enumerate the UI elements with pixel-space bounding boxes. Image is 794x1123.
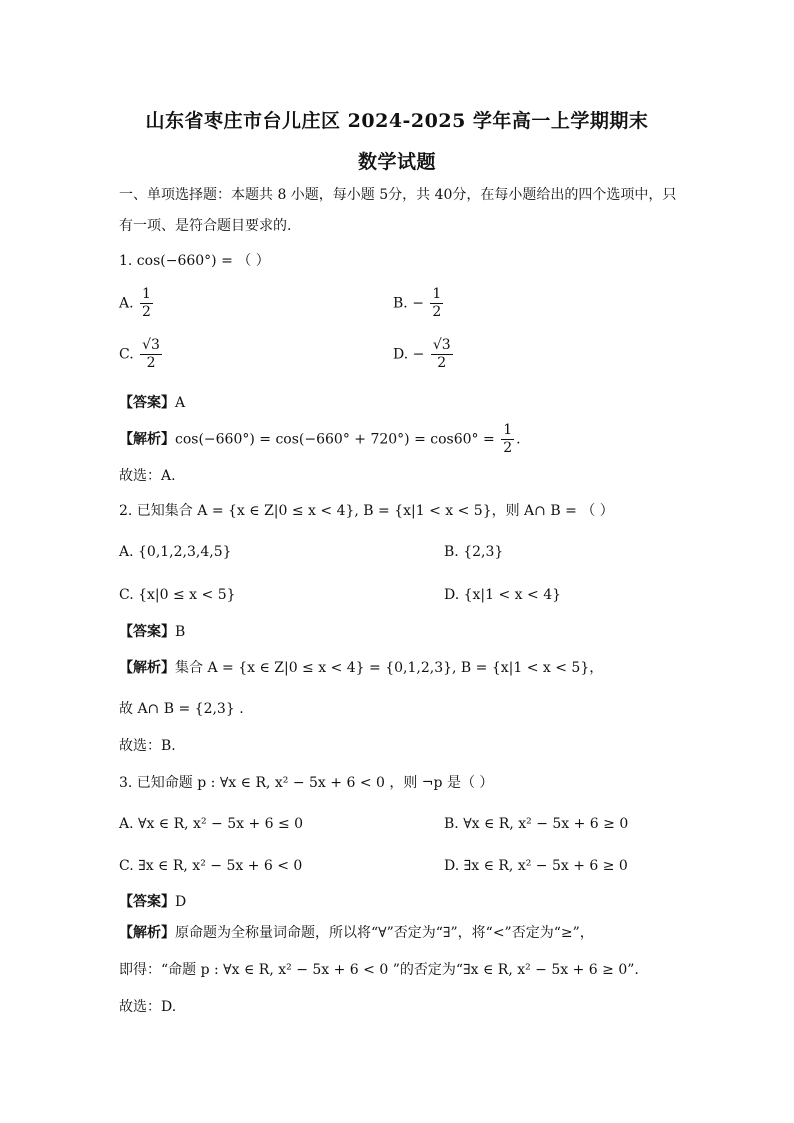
answer-tag: 【答案】: [119, 395, 175, 411]
answer-value: B: [175, 624, 186, 640]
fraction: [430, 286, 443, 321]
q2-conclusion: 故选：B.: [119, 738, 176, 754]
section-instructions-line1: 一、单项选择题：本题共 8 小题，每小题 5分，共 40分，在每小题给出的四个选项中，只: [119, 187, 677, 203]
q1-conclusion: 故选：A.: [119, 468, 176, 484]
q3-option-d: D. ∃x ∈ R, x² − 5x + 6 ≥ 0: [444, 858, 628, 874]
fraction: [431, 337, 453, 372]
q3-answer: [119, 893, 186, 911]
denominator: 2: [146, 355, 156, 371]
document-title: 山东省枣庄市台儿庄区 2024-2025 学年高一上学期期末: [145, 110, 649, 132]
denominator: 2: [437, 355, 447, 371]
q2-option-c: C. {x|0 ≤ x < 5}: [119, 587, 236, 603]
answer-tag: 【答案】: [119, 624, 175, 640]
q1-option-a: [119, 286, 155, 321]
q1-stem: 1. cos(−660°) = （ ）: [119, 253, 270, 269]
fraction: [501, 422, 514, 457]
analysis-text: 原命题为全称量词命题，所以将“∀”否定为“∃”，将“<”否定为“≥”，: [175, 925, 594, 941]
option-label: C.: [119, 346, 134, 363]
analysis-tag: 【解析】: [119, 660, 175, 676]
q3-option-a: A. ∀x ∈ R, x² − 5x + 6 ≤ 0: [119, 816, 304, 832]
q3-analysis-line2: 即得：“命题 p : ∀x ∈ R, x² − 5x + 6 < 0 ”的否定为“∃x ∈ R, x² − 5x + 6 ≥ 0”.: [119, 962, 639, 978]
q2-analysis: [119, 659, 603, 677]
q3-option-c: C. ∃x ∈ R, x² − 5x + 6 < 0: [119, 858, 303, 874]
document-subtitle: 数学试题: [357, 151, 436, 173]
minus-sign: −: [412, 295, 424, 312]
q3-conclusion: 故选：D.: [119, 999, 177, 1015]
minus-sign: −: [412, 346, 425, 363]
section-instructions-line2: 有一项、是符合题目要求的.: [119, 218, 292, 234]
answer-value: D: [175, 894, 187, 910]
q1-analysis: [119, 422, 521, 457]
q2-analysis-line2: 故 A∩ B = {2,3} .: [119, 701, 244, 717]
denominator: 2: [503, 440, 513, 456]
q1-option-c: [119, 337, 164, 372]
q3-stem: 3. 已知命题 p : ∀x ∈ R, x² − 5x + 6 < 0 ，则 ¬p 是（ ）: [119, 775, 494, 791]
fraction: [140, 337, 162, 372]
option-label: A.: [119, 295, 134, 312]
q2-option-a: A. {0,1,2,3,4,5}: [119, 544, 232, 560]
answer-tag: 【答案】: [119, 894, 175, 910]
q3-analysis: [119, 924, 594, 942]
q1-option-b: [393, 286, 445, 321]
analysis-text: 集合 A = {x ∈ Z|0 ≤ x < 4} = {0,1,2,3}, B = {x|1 < x < 5}，: [175, 660, 604, 676]
denominator: 2: [142, 304, 151, 320]
analysis-tag: 【解析】: [119, 431, 175, 448]
answer-value: A: [175, 395, 186, 411]
q2-option-d: D. {x|1 < x < 4}: [444, 587, 562, 603]
period: .: [516, 431, 521, 448]
q2-answer: [119, 623, 185, 641]
analysis-tag: 【解析】: [119, 925, 175, 941]
analysis-text: cos(−660°) = cos(−660° + 720°) = cos60° =: [175, 431, 495, 448]
denominator: 2: [432, 304, 442, 320]
numerator: √3: [432, 337, 451, 353]
q1-option-d: [393, 337, 455, 372]
numerator: 1: [432, 286, 442, 302]
q2-stem: 2. 已知集合 A = {x ∈ Z|0 ≤ x < 4}, B = {x|1 < x < 5}，则 A∩ B = （ ）: [119, 503, 614, 519]
fraction: [140, 286, 153, 321]
numerator: 1: [503, 422, 513, 438]
numerator: √3: [142, 337, 160, 353]
q1-answer: [119, 394, 185, 412]
q2-option-b: B. {2,3}: [444, 544, 504, 560]
q3-option-b: B. ∀x ∈ R, x² − 5x + 6 ≥ 0: [444, 816, 629, 832]
numerator: 1: [142, 286, 151, 302]
option-label: B.: [393, 295, 408, 312]
option-label: D.: [393, 346, 409, 363]
